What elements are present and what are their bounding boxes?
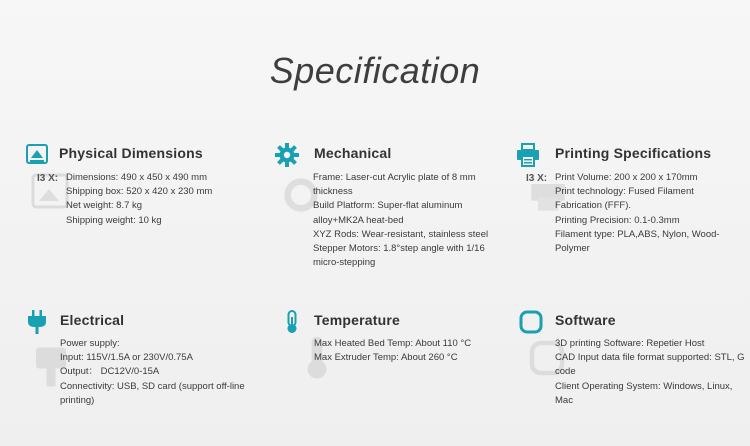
- spec-line: 3D printing Software: Repetier Host: [555, 338, 705, 349]
- spec-list: [313, 171, 505, 270]
- plug-icon: [25, 310, 49, 334]
- spec-list: [555, 337, 745, 408]
- thermometer-icon: [280, 310, 304, 334]
- gear-icon: [275, 143, 299, 167]
- section-temperature: [280, 310, 510, 390]
- section-printing-specifications: [516, 143, 741, 263]
- model-prefix: I3 X:: [37, 173, 59, 184]
- spec-line: Print technology: Fused Filament Fabrication (FFF).: [555, 186, 694, 212]
- spec-line: Client Operating System: Windows, Linux, Mac: [555, 380, 733, 406]
- section-electrical: [25, 310, 265, 410]
- spec-line: Net weight: 8.7 kg: [66, 200, 143, 212]
- spec-line: Filament type: PLA,ABS, Nylon, Wood-Polymer: [555, 228, 720, 255]
- spec-line: Power supply:: [60, 338, 120, 349]
- spec-line: Output： DC12V/0-15A: [60, 366, 160, 378]
- spec-line: Frame: Laser-cut Acrylic plate of 8 mm thickness: [313, 172, 476, 198]
- section-title: Software: [555, 312, 616, 328]
- spec-line: XYZ Rods: Wear-resistant, stainless steel: [313, 228, 489, 240]
- spec-line: Max Extruder Temp: About 260 °C: [314, 352, 458, 364]
- section-software: [519, 310, 744, 410]
- section-title: Mechanical: [314, 145, 392, 161]
- spec-line: Max Heated Bed Temp: About 110 °C: [314, 338, 472, 349]
- page-title: Specification: [269, 50, 481, 91]
- section-title: Printing Specifications: [555, 145, 712, 161]
- spec-list: [60, 337, 265, 408]
- spec-line: Build Platform: Super-flat aluminum alloy+MK2A heat-bed: [313, 200, 463, 226]
- box-dimensions-icon: [25, 143, 49, 167]
- spec-line: Stepper Motors: 1.8°step angle with 1/16 micro-stepping: [313, 243, 485, 269]
- spec-line: Shipping box: 520 x 420 x 230 mm: [66, 186, 213, 198]
- spec-line: Connectivity: USB, SD card (support off-line printing): [60, 380, 245, 406]
- spec-line: Printing Precision: 0.1-0.3mm: [555, 214, 680, 226]
- spec-line: Dimensions: 490 x 450 x 490 mm: [66, 172, 207, 183]
- spec-line: Print Volume: 200 x 200 x 170mm: [555, 172, 698, 183]
- spec-list: [555, 171, 725, 256]
- spec-list: [66, 171, 256, 228]
- spec-line: Input: 115V/1.5A or 230V/0.75A: [60, 352, 193, 364]
- section-title: Electrical: [60, 312, 125, 328]
- spec-line: Shipping weight: 10 kg: [66, 214, 162, 226]
- section-title: Temperature: [314, 312, 400, 328]
- section-physical-dimensions: [25, 143, 255, 243]
- model-prefix: I3 X:: [526, 173, 548, 184]
- rounded-square-icon: [519, 310, 543, 334]
- spec-line: CAD Input data file format supported: STL, G code: [555, 352, 745, 378]
- section-mechanical: [275, 143, 510, 278]
- section-title: Physical Dimensions: [59, 145, 203, 161]
- printer-icon: [516, 143, 540, 167]
- spec-list: [314, 337, 509, 365]
